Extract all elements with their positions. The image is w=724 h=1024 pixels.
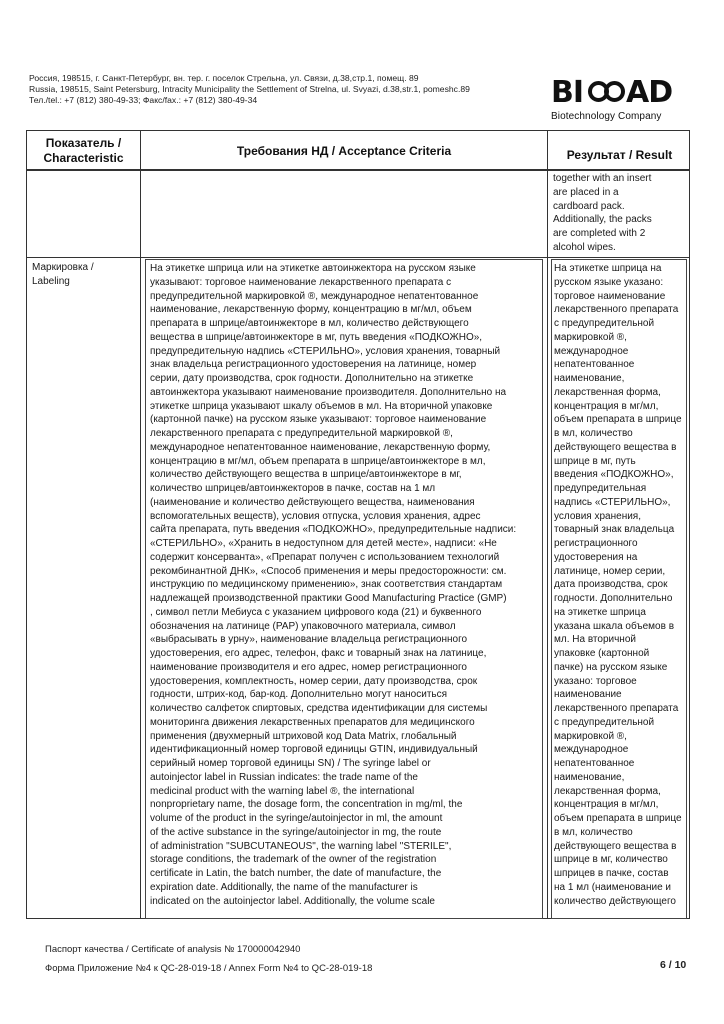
text-line: автоинжектора указывают наименование производителя. Дополнительно на xyxy=(150,386,507,398)
phone-fax-line: Тел./tel.: +7 (812) 380-49-33; Факс/fax.: +7 (812) 380-49-34 xyxy=(29,95,258,106)
text-line: удостоверения на xyxy=(554,551,638,563)
header-characteristic: Показатель / Characteristic xyxy=(43,136,124,165)
logo-wordmark: BI AD xyxy=(551,75,673,110)
text-line: удостоверения, комплектность, номер серии, дату производства, срок xyxy=(150,675,478,687)
text-line: «СТЕРИЛЬНО», «Хранить в недоступном для детей месте», надписи: «Не xyxy=(150,538,497,549)
text-line: обозначения на латинице (PAP) упаковочного материала, символ xyxy=(150,620,456,632)
text-line: вспомогательных веществ), условия отпуска, условия хранения, адрес xyxy=(150,510,481,522)
text-line: серии, дату производства, срок годности. Дополнительно на этикетке xyxy=(150,373,474,384)
text-line: на 1 мл (наименование и xyxy=(554,881,672,893)
text-line: лекарственная форма, xyxy=(554,386,661,398)
text-line: шприцев в пачке, состав xyxy=(554,868,669,879)
text-line: предупредительная xyxy=(554,483,647,494)
text-line: объем препарата в шприце xyxy=(554,813,682,824)
text-line: nonproprietary name, the dosage form, the concentration in mg/ml, the xyxy=(150,799,463,811)
text-line: с предупредительной xyxy=(554,318,655,329)
text-line: Labeling xyxy=(32,275,70,287)
text-line: предупредительную надпись «СТЕРИЛЬНО», условия хранения, товарный xyxy=(150,345,501,357)
text-line: рекомбинантной ДНК», «Способ применения и меры предосторожности: см. xyxy=(150,565,507,577)
header-acceptance-criteria: Требования НД / Acceptance Criteria xyxy=(236,144,452,158)
text-line: товарный знак владельца xyxy=(554,524,675,536)
logo-subtitle: Biotechnology Company xyxy=(551,111,662,122)
text-line: в мл, количество xyxy=(554,428,633,439)
text-line: маркировкой ®, xyxy=(554,730,627,742)
text-line: alcohol wipes. xyxy=(553,241,616,253)
col-divider-2 xyxy=(547,131,548,918)
text-line: количество шприцев/автоинжекторов в пачке, состав на 1 мл xyxy=(150,483,436,494)
text-line: На этикетке шприца на xyxy=(554,263,662,274)
text-line: лекарственного препарата с предупредительной маркировкой ®, xyxy=(150,428,453,439)
text-line: лекарственного препарата xyxy=(554,304,679,316)
text-line: применения (двухмерный штриховой код Data Matrix, глобальный xyxy=(150,730,457,742)
text-line: количество действующего xyxy=(554,895,676,907)
text-line: вещества в шприце/автоинжекторе в мг, путь введения «ПОДКОЖНО», xyxy=(150,331,483,343)
text-line: storage conditions, the trademark of the owner of the registration xyxy=(150,854,437,866)
address-line-ru: Россия, 198515, г. Санкт-Петербург, вн. тер. г. поселок Стрельна, ул. Связи, д.38,стр.1, помещ. 89 xyxy=(29,73,419,83)
text-line: Additionally, the packs xyxy=(553,214,652,226)
text-line: количество действующего вещества в шприце/автоинжекторе в мг, xyxy=(150,469,462,481)
text-line: шприце в мг, путь xyxy=(554,455,636,467)
text-line: годности. Дополнительно xyxy=(554,593,673,604)
text-line: международное xyxy=(554,345,629,357)
text-line: удостоверения, его адрес, телефон, факс и товарный знак на латинице, xyxy=(150,648,487,659)
text-line: содержит консерванта», «Препарат получен с использованием технологий xyxy=(150,551,500,563)
text-line: autoinjector label in Russian indicates: the trade name of the xyxy=(150,771,418,783)
continued-result-text xyxy=(553,172,652,255)
text-line: мониторинга движения лекарственных препаратов для медицинского xyxy=(150,716,475,728)
text-line: expiration date. Additionally, the name of the manufacturer is xyxy=(150,881,418,893)
text-line: регистрационного xyxy=(554,538,638,549)
text-line: условия хранения, xyxy=(554,510,641,522)
text-line: действующего вещества в xyxy=(554,441,677,453)
text-line: наименование, лекарственную форму, концентрацию в мг/мл, объем xyxy=(150,304,472,316)
labeling-result-text xyxy=(554,262,682,908)
certificate-number: Паспорт качества / Certificate of analysis № 170000042940 xyxy=(45,944,301,955)
text-line: мл. На вторичной xyxy=(554,634,636,646)
text-line: «выбрасывать в урну», наименование владельца регистрационного xyxy=(150,634,468,646)
text-line: are completed with 2 xyxy=(553,228,646,239)
text-line: на этикетке шприца xyxy=(554,606,646,618)
text-line: непатентованное xyxy=(554,758,635,769)
text-line: надпись «СТЕРИЛЬНО», xyxy=(554,496,671,508)
text-line: наименование производителя и его адрес, номер регистрационного xyxy=(150,661,467,673)
text-line: указана шкала объемов в xyxy=(554,620,675,632)
text-line: годности, штрих-код, бар-код. Дополнительно могут наноситься xyxy=(150,689,448,701)
footer xyxy=(45,940,372,978)
text-line: volume of the product in the syringe/autoinjector in ml, the amount xyxy=(150,813,443,824)
text-line: концентрация в мг/мл, xyxy=(554,799,659,811)
text-line: международное xyxy=(554,744,629,756)
text-line: торговое наименование xyxy=(554,290,666,302)
text-line: русском языке указано: xyxy=(554,276,664,288)
text-line: указывают: торговое наименование лекарственного препарата с xyxy=(150,276,452,288)
text-line: количество салфеток спиртовых, средства идентификации для системы xyxy=(150,703,488,714)
text-line: cardboard pack. xyxy=(553,200,625,212)
text-line: маркировкой ®, xyxy=(554,331,627,343)
text-line: предупредительной маркировкой ®, международное непатентованное xyxy=(150,290,479,302)
company-address xyxy=(29,73,470,107)
text-line: этикетке шприца указывают шкалу объемов в мл. На вторичной упаковке xyxy=(150,400,493,412)
text-line: введения «ПОДКОЖНО», xyxy=(554,469,674,481)
text-line: концентрацию в мг/мл, объем препарата в шприце/автоинжекторе в мл, xyxy=(150,455,486,467)
acceptance-criteria-table xyxy=(26,130,690,919)
text-line: препарата в шприце/автоинжекторе в мл, количество действующего xyxy=(150,318,469,329)
text-line: наименование, xyxy=(554,771,625,783)
address-line-en: Russia, 198515, Saint Petersburg, Intracity Municipality the Settlement of Strelna, ul. Svyazi, d.38,str.1, pomeshc.89 xyxy=(29,84,470,95)
labeling-characteristic xyxy=(32,261,94,289)
text-line: в мл, количество xyxy=(554,826,633,838)
text-line: indicated on the autoinjector label. Additionally, the volume scale xyxy=(150,895,435,907)
text-line: серийный номер торговой единицы SN) / The syringe label or xyxy=(150,758,431,769)
text-line: лекарственного препарата xyxy=(554,703,679,714)
text-line: дата производства, срок xyxy=(554,579,668,591)
text-line: шприце в мг, количество xyxy=(554,854,668,866)
text-line: of administration "SUBCUTANEOUS", the warning label "STERILE", xyxy=(150,840,452,852)
header-divider xyxy=(27,169,689,171)
text-line: of the active substance in the syringe/autoinjector in mg, the route xyxy=(150,826,442,838)
text-line: надлежащей производственной практики Good Manufacturing Practice (GMP) xyxy=(150,593,507,604)
text-line: На этикетке шприца или на этикетке автоинжектора на русском языке xyxy=(150,263,476,274)
text-line: концентрация в мг/мл, xyxy=(554,400,659,412)
text-line: объем препарата в шприце xyxy=(554,414,682,426)
page-number: 6 / 10 xyxy=(660,959,687,971)
text-line: наименование, xyxy=(554,373,625,384)
text-line: указано: торговое xyxy=(554,675,637,687)
text-line: лекарственная форма, xyxy=(554,785,661,797)
labeling-criteria-text xyxy=(150,262,516,908)
row-divider xyxy=(27,257,689,258)
col-divider-1 xyxy=(140,131,141,918)
text-line: are placed in a xyxy=(553,186,619,198)
text-line: together with an insert xyxy=(553,173,652,184)
text-line: certificate in Latin, the batch number, the date of manufacture, the xyxy=(150,868,442,879)
header-result: Результат / Result xyxy=(566,148,673,162)
text-line: (наименование и количество действующего вещества, наименования xyxy=(150,496,475,508)
text-line: латинице, номер серии, xyxy=(554,565,666,577)
text-line: инструкцию по медицинскому применению», знак соответствия стандартам xyxy=(150,579,503,591)
text-line: Маркировка / xyxy=(32,262,94,273)
biocad-logo xyxy=(551,75,691,122)
text-line: , символ петли Мебиуса с указанием цифрового кода (21) и буквенного xyxy=(150,606,482,618)
text-line: непатентованное xyxy=(554,359,635,371)
text-line: действующего вещества в xyxy=(554,840,677,852)
text-line: пачке) на русском языке xyxy=(554,661,668,673)
text-line: упаковке (картонной xyxy=(554,648,650,659)
text-line: сайта препарата, путь введения «ПОДКОЖНО», предупредительные надписи: xyxy=(150,524,517,536)
text-line: идентификационный номер торговой единицы GTIN, индивидуальный xyxy=(150,744,478,756)
text-line: (картонной пачке) на русском языке указывают: торговое наименование xyxy=(150,414,487,426)
form-reference: Форма Приложение №4 к QC-28-019-18 / Annex Form №4 to QC-28-019-18 xyxy=(45,963,373,974)
text-line: наименование xyxy=(554,689,622,701)
text-line: международное непатентованное наименование, лекарственную форму, xyxy=(150,441,491,453)
text-line: знак владельца регистрационного удостоверения на латинице, номер xyxy=(150,359,477,371)
text-line: medicinal product with the warning label ®, the international xyxy=(150,785,415,797)
text-line: с предупредительной xyxy=(554,716,655,728)
